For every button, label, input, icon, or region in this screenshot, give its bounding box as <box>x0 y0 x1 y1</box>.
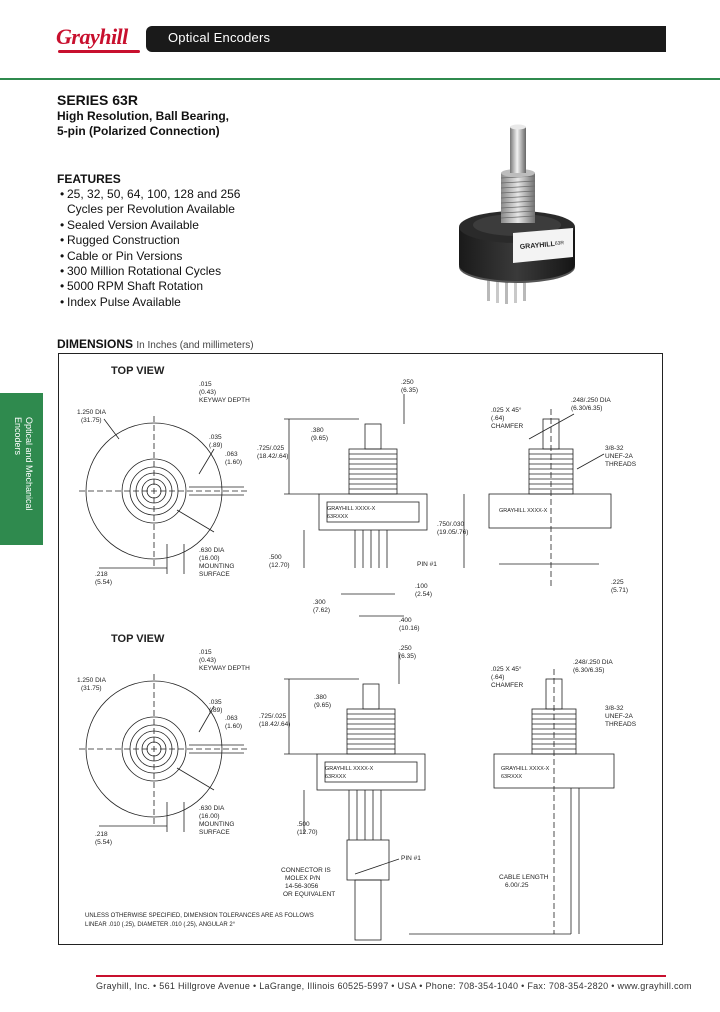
feature-item: • 300 Million Rotational Cycles <box>60 264 240 279</box>
page-title: Optical Encoders <box>168 30 271 45</box>
dim-218-mm: (5.54) <box>95 579 112 586</box>
dim-035-mm: (.89) <box>209 442 223 449</box>
right-label-text-1: GRAYHILL XXXX-X <box>499 508 548 514</box>
dim-750: .750/.030 <box>437 521 465 528</box>
dimensions-title: DIMENSIONS <box>57 337 134 351</box>
dim2-380: .380 <box>314 694 327 701</box>
dim2-500: .500 <box>297 821 310 828</box>
dim2-380-mm: (9.65) <box>314 702 331 709</box>
side-tab-line-1: Optical and Mechanical <box>24 417 34 511</box>
dim-thread-2: UNEF-2A <box>605 453 633 460</box>
dimensions-svg <box>59 354 662 944</box>
tolerance-line-1: UNLESS OTHERWISE SPECIFIED, DIMENSION TOLERANCES ARE AS FOLLOWS <box>85 913 314 919</box>
dim-300: .300 <box>313 599 326 606</box>
top-view-1-title: TOP VIEW <box>111 365 165 377</box>
dim2-218-mm: (5.54) <box>95 839 112 846</box>
label-text-2: 63RXXX <box>327 514 349 520</box>
connector-line-1: CONNECTOR IS <box>281 867 331 874</box>
top-view-2-title: TOP VIEW <box>111 633 165 645</box>
connector-line-4: OR EQUIVALENT <box>283 891 336 898</box>
dim2-725-mm: (18.42/.64) <box>259 721 291 728</box>
label2-text-1: GRAYHILL XXXX-X <box>325 766 374 772</box>
dim2-dia1: 1.250 DIA <box>77 677 106 684</box>
connector-line-2: MOLEX P/N <box>285 875 321 882</box>
dim-shaft-dia: .248/.250 DIA <box>571 397 611 404</box>
dim2-dia1-mm: (31.75) <box>81 685 102 692</box>
side-tab-line-2: Encoders <box>13 417 23 456</box>
feature-item: • 25, 32, 50, 64, 100, 128 and 256 <box>60 187 240 202</box>
dim2-mount-dia-mm: (16.00) <box>199 813 220 820</box>
dim2-keyway: .015 <box>199 649 212 656</box>
encoder-photo <box>395 115 650 340</box>
dim2-500-mm: (12.70) <box>297 829 318 836</box>
dim2-035-mm: (.89) <box>209 707 223 714</box>
dim-chamfer-label: CHAMFER <box>491 423 524 430</box>
dim2-063-mm: (1.60) <box>225 723 242 730</box>
dim2-218: .218 <box>95 831 108 838</box>
dim-shaft-dia-mm: (6.30/6.35) <box>571 405 603 412</box>
dim-dia1: 1.250 DIA <box>77 409 106 416</box>
dim2-250: .250 <box>399 645 412 652</box>
dim-thread-1: 3/8-32 <box>605 445 624 452</box>
side-tab <box>0 393 43 545</box>
dim-225: .225 <box>611 579 624 586</box>
feature-item: • 5000 RPM Shaft Rotation <box>60 279 240 294</box>
dim-300-mm: (7.62) <box>313 607 330 614</box>
dim-keyway: .015 <box>199 381 212 388</box>
dim2-035: .035 <box>209 699 222 706</box>
dim-thread-label: THREADS <box>605 461 637 468</box>
dim-mount-label1: MOUNTING <box>199 563 235 570</box>
dim-218: .218 <box>95 571 108 578</box>
dim-063-mm: (1.60) <box>225 459 242 466</box>
dim-250-mm: (6.35) <box>401 387 418 394</box>
encoder-shaft <box>510 127 526 173</box>
label-text-1: GRAYHILL XXXX-X <box>327 506 376 512</box>
subtitle-line-2: 5-pin (Polarized Connection) <box>57 124 220 138</box>
subtitle-line-1: High Resolution, Ball Bearing, <box>57 109 230 123</box>
feature-item: • Sealed Version Available <box>60 218 240 233</box>
feature-item: • Index Pulse Available <box>60 295 240 310</box>
dim2-pin1: PIN #1 <box>401 855 421 862</box>
dim2-keyway-label: KEYWAY DEPTH <box>199 665 250 672</box>
dim2-thread-2: UNEF-2A <box>605 713 633 720</box>
dim2-chamfer: .025 X 45° <box>491 666 522 673</box>
dim2-thread-1: 3/8-32 <box>605 705 624 712</box>
dim-keyway-mm: (0.43) <box>199 389 216 396</box>
side-tab-text <box>12 417 34 511</box>
header-divider <box>0 78 720 80</box>
cable-length-value: 6.00/.25 <box>505 882 529 889</box>
footer-divider <box>96 975 666 977</box>
tolerance-line-2: LINEAR .010 (.25), DIAMETER .010 (.25), ANGULAR 2° <box>85 922 236 928</box>
dim2-keyway-mm: (0.43) <box>199 657 216 664</box>
dim-chamfer: .025 X 45° <box>491 407 522 414</box>
series-title: SERIES 63R <box>57 92 138 108</box>
dim-063: .063 <box>225 451 238 458</box>
dim-mount-dia-mm: (16.00) <box>199 555 220 562</box>
connector-line-3: 14-56-3056 <box>285 883 319 890</box>
right-view-2-drawing <box>409 669 614 934</box>
encoder-label-text: GRAYHILL <box>519 240 556 251</box>
encoder-label-model: 63R <box>554 240 565 247</box>
dimensions-note: In Inches (and millimeters) <box>136 340 254 351</box>
side-view-1-drawing <box>284 394 427 616</box>
dim2-chamfer-mm: (.64) <box>491 674 505 681</box>
dim-400: .400 <box>399 617 412 624</box>
dim-100: .100 <box>415 583 428 590</box>
dim-380: .380 <box>311 427 324 434</box>
dim-225-mm: (5.71) <box>611 587 628 594</box>
dim2-chamfer-label: CHAMFER <box>491 682 524 689</box>
header-bar <box>146 26 666 52</box>
dim-keyway-label: KEYWAY DEPTH <box>199 397 250 404</box>
dim2-shaft-dia: .248/.250 DIA <box>573 659 613 666</box>
dim-dia1-mm: (31.75) <box>81 417 102 424</box>
dimensions-heading <box>57 337 254 351</box>
features-heading: FEATURES <box>57 172 121 186</box>
footer-contact: Grayhill, Inc. • 561 Hillgrove Avenue • LaGrange, Illinois 60525-5997 • USA • Phone: 708-354-1040 • Fax: 708-354-2820 • www.grayhill.com <box>96 981 692 991</box>
feature-item-continued: Cycles per Revolution Available <box>67 202 235 217</box>
dim-mount-dia: .630 DIA <box>199 547 225 554</box>
dim-725: .725/.025 <box>257 445 285 452</box>
dim2-250-mm: (6.35) <box>399 653 416 660</box>
right-view-1-drawing <box>464 409 611 589</box>
dim2-mount-label2: SURFACE <box>199 829 230 836</box>
dim-pin1: PIN #1 <box>417 561 437 568</box>
dim-750-mm: (19.05/.76) <box>437 529 469 536</box>
cable-length-label: CABLE LENGTH <box>499 874 549 881</box>
dim2-725: .725/.025 <box>259 713 287 720</box>
dim2-thread-label: THREADS <box>605 721 637 728</box>
dim-035: .035 <box>209 434 222 441</box>
dim2-mount-label1: MOUNTING <box>199 821 235 828</box>
logo-swoosh <box>58 50 140 53</box>
dim2-shaft-dia-mm: (6.30/6.35) <box>573 667 605 674</box>
dim-500: .500 <box>269 554 282 561</box>
dim-100-mm: (2.54) <box>415 591 432 598</box>
feature-item: • Cable or Pin Versions <box>60 249 240 264</box>
right2-label-text-2: 63RXXX <box>501 774 523 780</box>
dim2-063: .063 <box>225 715 238 722</box>
grayhill-logo: Grayhill <box>56 24 128 49</box>
dim-725-mm: (18.42/.64) <box>257 453 289 460</box>
dim-mount-label2: SURFACE <box>199 571 230 578</box>
dim-500-mm: (12.70) <box>269 562 290 569</box>
dimensions-drawing <box>58 353 663 945</box>
right2-label-text-1: GRAYHILL XXXX-X <box>501 766 550 772</box>
dim-380-mm: (9.65) <box>311 435 328 442</box>
label2-text-2: 63RXXX <box>325 774 347 780</box>
dim-chamfer-mm: (.64) <box>491 415 505 422</box>
dim2-mount-dia: .630 DIA <box>199 805 225 812</box>
feature-item: • Rugged Construction <box>60 233 240 248</box>
dim-250: .250 <box>401 379 414 386</box>
features-list <box>60 187 240 310</box>
dim-400-mm: (10.16) <box>399 625 420 632</box>
